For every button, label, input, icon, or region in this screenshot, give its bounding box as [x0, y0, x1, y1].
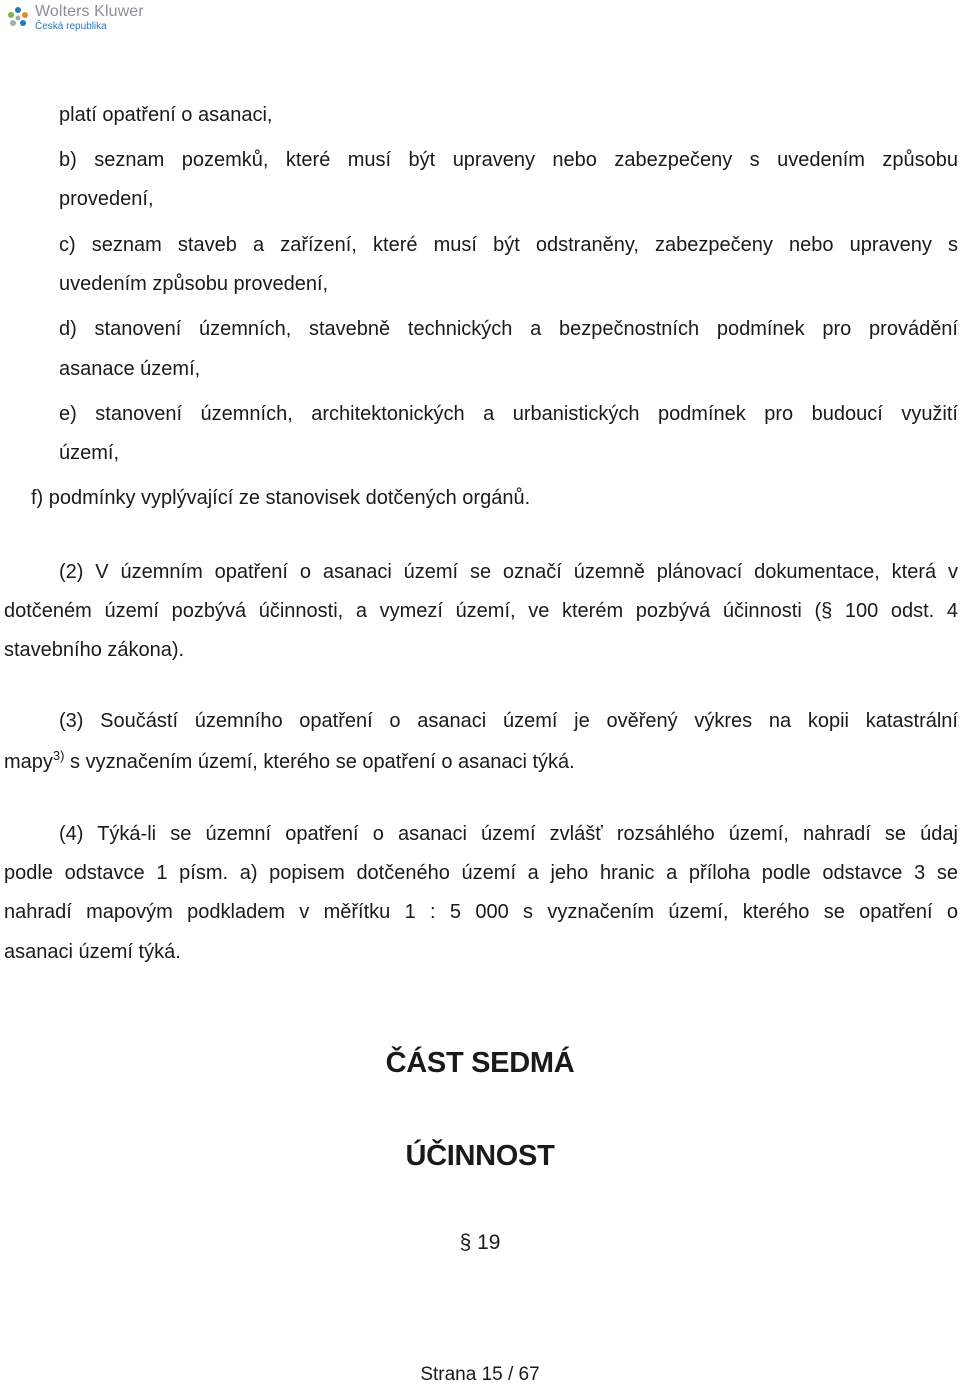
footnote-ref-3: 3) — [52, 748, 65, 763]
paragraph-3-line2 — [4, 750, 575, 774]
brand-subtitle: Česká republika — [35, 21, 107, 32]
paragraph-4-line1: (4) Týká-li se územní opatření o asanaci území zvlášť rozsáhlého území, nahradí se údaj — [59, 823, 958, 845]
paragraph-4-line3: nahradí mapovým podkladem v měřítku 1 : 5 000 s vyznačením území, kterého se opatření o — [4, 901, 958, 923]
paragraph-3-line2-start: mapy — [4, 751, 53, 773]
paragraph-4-line2: podle odstavce 1 písm. a) popisem dotčeného území a jeho hranic a příloha podle odstavce 3 se — [4, 862, 958, 884]
publisher-logo — [6, 4, 144, 32]
paragraph-3-line2-rest: s vyznačením území, kterého se opatření o asanaci týká. — [64, 751, 575, 773]
list-item-b-line2: provedení, — [59, 188, 154, 210]
list-item-d-line1: d) stanovení územních, stavebně technických a bezpečnostních podmínek pro provádění — [59, 318, 958, 340]
list-item-e-line1: e) stanovení územních, architektonických a urbanistických podmínek pro budoucí využití — [59, 403, 958, 425]
list-item-f: f) podmínky vyplývající ze stanovisek dotčených orgánů. — [31, 487, 531, 509]
logo-mark-icon — [6, 6, 30, 30]
list-item-d-line2: asanace území, — [59, 358, 201, 380]
list-item-a-end: platí opatření o asanaci, — [59, 104, 273, 126]
paragraph-2-line3: stavebního zákona). — [4, 639, 185, 661]
list-item-c-line2: uvedením způsobu provedení, — [59, 273, 329, 295]
section-number: § 19 — [459, 1231, 501, 1254]
brand-name: Wolters Kluwer — [35, 3, 144, 20]
list-item-b-line1: b) seznam pozemků, které musí být upraveny nebo zabezpečeny s uvedením způsobu — [59, 149, 958, 171]
paragraph-3-line1: (3) Součástí územního opatření o asanaci území je ověřený výkres na kopii katastrální — [59, 710, 958, 732]
paragraph-2-line2: dotčeném území pozbývá účinnosti, a vymezí území, ve kterém pozbývá účinnosti (§ 100 odst. 4 — [4, 600, 958, 622]
paragraph-2-line1: (2) V územním opatření o asanaci území se označí územně plánovací dokumentace, která v — [59, 561, 958, 583]
part-title: ČÁST SEDMÁ — [385, 1047, 575, 1079]
page-number: Strana 15 / 67 — [420, 1364, 540, 1385]
list-item-e-line2: území, — [59, 442, 120, 464]
part-subtitle: ÚČINNOST — [405, 1140, 555, 1172]
paragraph-4-line4: asanaci území týká. — [4, 941, 181, 963]
list-item-c-line1: c) seznam staveb a zařízení, které musí být odstraněny, zabezpečeny nebo upraveny s — [59, 234, 958, 256]
